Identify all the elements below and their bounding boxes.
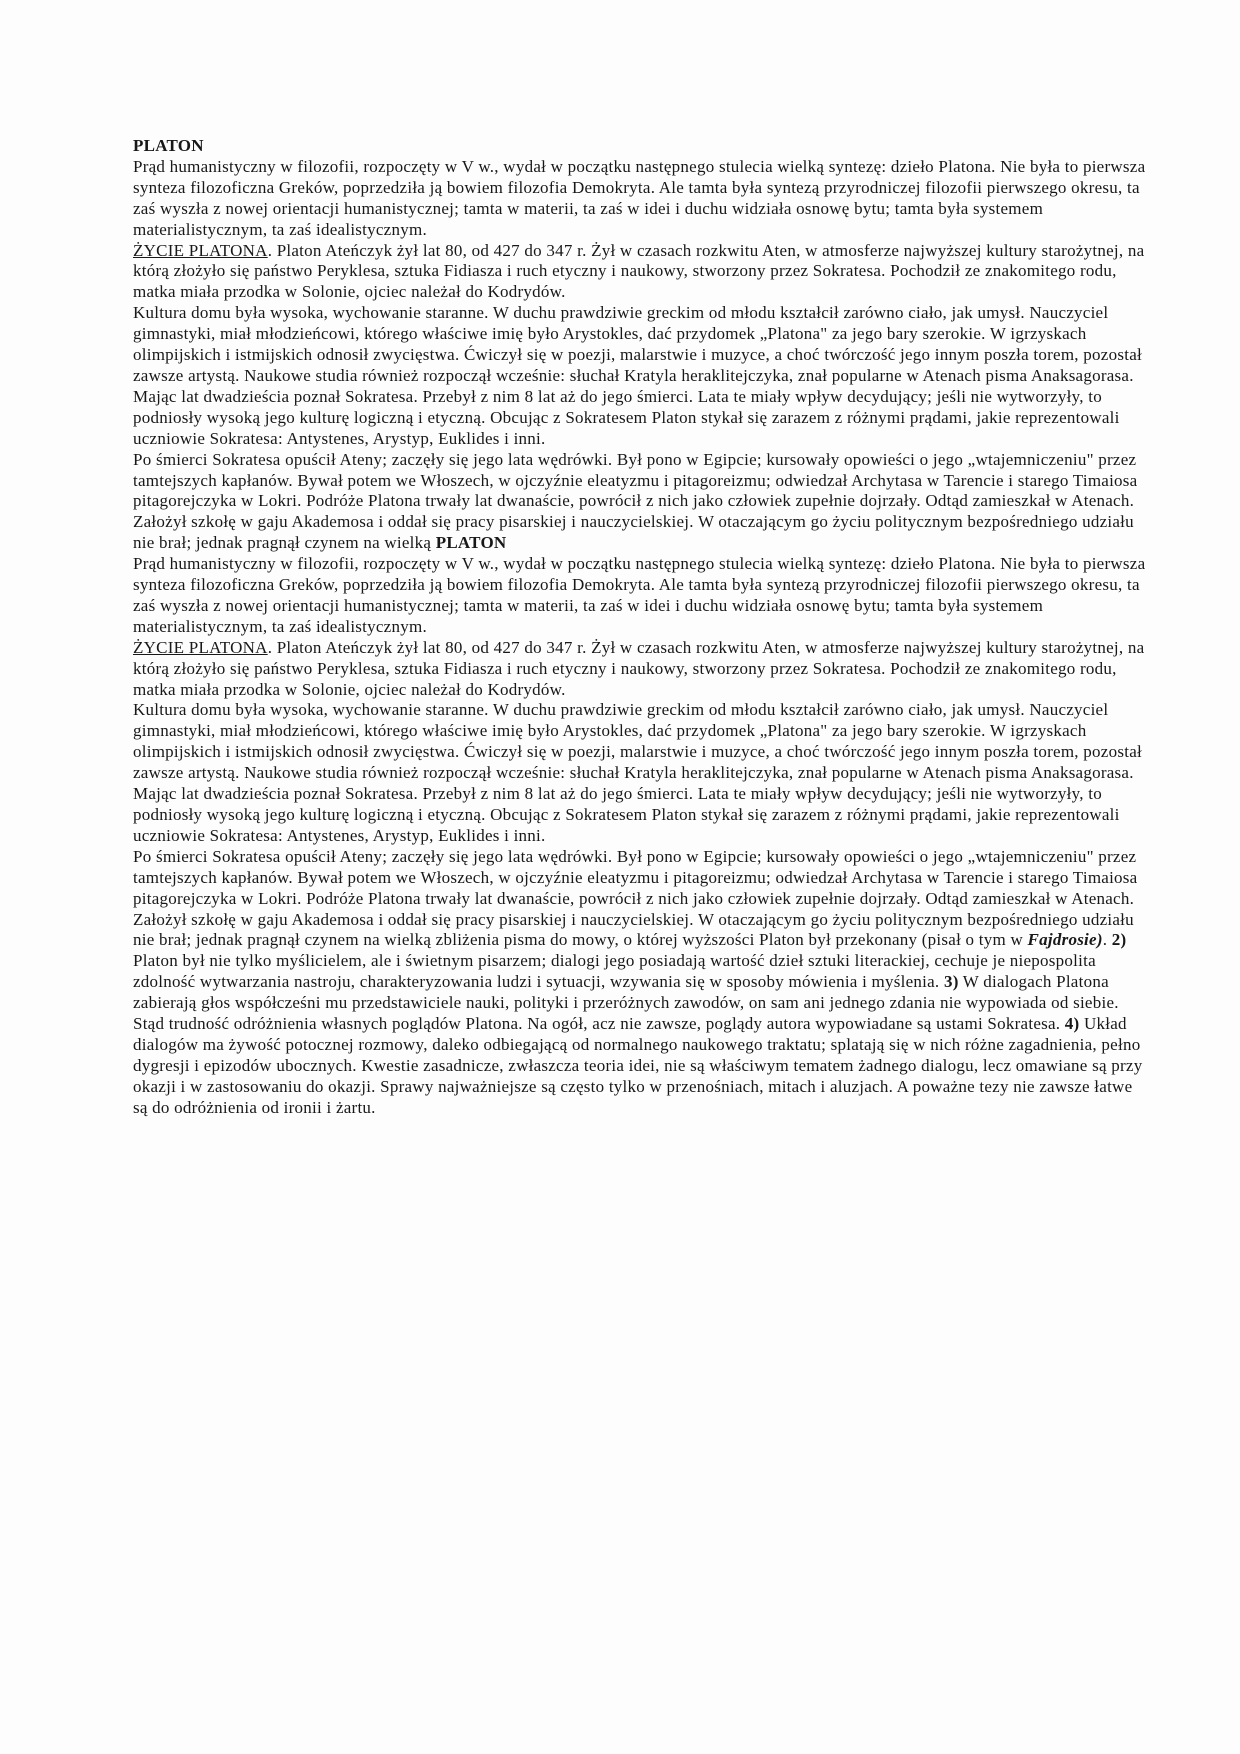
text-run: 4)	[1064, 1014, 1080, 1034]
text-run: 2)	[1111, 930, 1127, 950]
paragraph-intro-1	[133, 157, 1147, 241]
paragraph-zycie-platona-1	[133, 241, 1147, 304]
text-run: Kultura domu była wysoka, wychowanie staranne. W duchu prawdziwie greckim od młodu kształcił zarówno ciało, jak umysł. Nauczyciel gimnastyki, miał młodzieńcowi, którego właściwe imię było Arystokles, dać przydomek „Platona" za jego bary szerokie. W igrzyskach olimpijskich i istmijskich odnosił zwycięstwa. Ćwiczył się w poezji, malarstwie i muzyce, a choć twórczość jego innym poszła torem, pozostał zawsze artystą. Naukowe studia również rozpoczął wcześnie: słuchał Kratyla heraklitejczyka, znał popularne w Atenach pisma Anaksagorasa. Mając lat dwadzieścia poznał Sokratesa. Przebył z nim 8 lat aż do jego śmierci. Lata te miały wpływ decydujący; jeśli nie wytworzyły, to podniosły wysoką jego kulturę logiczną i etyczną. Obcując z Sokratesem Platon stykał się zarazem z różnymi prądami, jakie reprezentowali uczniowie Sokratesa: Antystenes, Arystyp, Euklides i inni.	[133, 700, 1142, 845]
paragraph-wedrowki-2	[133, 847, 1147, 1119]
paragraph-kultura-domu-2	[133, 700, 1147, 846]
text-run: ŻYCIE PLATONA	[133, 240, 268, 260]
text-run: 3)	[943, 972, 959, 992]
paragraph-wedrowki-1	[133, 450, 1147, 555]
text-run: . Platon Ateńczyk żył lat 80, od 427 do 347 r. Żył w czasach rozkwitu Aten, w atmosferze najwyższej kultury starożytnej, na którą złożyło się państwo Peryklesa, sztuka Fidiasza i ruch etyczny i naukowy, stworzony przez Sokratesa. Pochodził ze znakomitego rodu, matka miała przodka w Solonie, ojciec należał do Kodrydów.	[133, 240, 1145, 302]
text-run: Układ dialogów ma żywość potocznej rozmowy, daleko odbiegającą od normalnego naukowego traktatu; splatają się w nich różne zagadnienia, pełno dygresji i epizodów ubocznych. Kwestie zasadnicze, zwłaszcza teoria idei, nie są właściwym tematem żadnego dialogu, lecz omawiane są przy okazji i w zastosowaniu do okazji. Sprawy najważniejsze są często tylko w przenośniach, mitach i aluzjach. A poważne tezy nie zawsze łatwe są do odróżnienia od ironii i żartu.	[133, 1014, 1143, 1117]
paragraph-intro-2	[133, 554, 1147, 638]
text-block	[133, 136, 1147, 1119]
text-run: . Platon Ateńczyk żył lat 80, od 427 do 347 r. Żył w czasach rozkwitu Aten, w atmosferze najwyższej kultury starożytnej, na którą złożyło się państwo Peryklesa, sztuka Fidiasza i ruch etyczny i naukowy, stworzony przez Sokratesa. Pochodził ze znakomitego rodu, matka miała przodka w Solonie, ojciec należał do Kodrydów.	[133, 637, 1145, 699]
text-run: Prąd humanistyczny w filozofii, rozpoczęty w V w., wydał w początku następnego stulecia wielką syntezę: dzieło Platona. Nie była to pierwsza synteza filozoficzna Greków, poprzedziła ją bowiem filozofia Demokryta. Ale tamta była syntezą przyrodniczej filozofii pierwszego okresu, ta zaś wyszła z nowej orientacji humanistycznej; tamta w materii, ta zaś w idei i duchu widziała osnowę bytu; tamta była systemem materialistycznym, ta zaś idealistycznym.	[133, 554, 1146, 636]
text-run: PLATON	[435, 533, 507, 553]
text-run: PLATON	[133, 136, 204, 155]
text-run: Prąd humanistyczny w filozofii, rozpoczęty w V w., wydał w początku następnego stulecia wielką syntezę: dzieło Platona. Nie była to pierwsza synteza filozoficzna Greków, poprzedziła ją bowiem filozofia Demokryta. Ale tamta była syntezą przyrodniczej filozofii pierwszego okresu, ta zaś wyszła z nowej orientacji humanistycznej; tamta w materii, ta zaś w idei i duchu widziała osnowę bytu; tamta była systemem materialistycznym, ta zaś idealistycznym.	[133, 156, 1146, 239]
text-run: Fajdrosie)	[1027, 930, 1103, 950]
paragraph-kultura-domu-1	[133, 303, 1147, 449]
text-run: Po śmierci Sokratesa opuścił Ateny; zaczęły się jego lata wędrówki. Był pono w Egipcie; kursowały opowieści o jego „wtajemniczeniu" przez tamtejszych kapłanów. Bywał potem we Włoszech, w ojczyźnie eleatyzmu i pitagoreizmu; odwiedzał Archytasa w Tarencie i starego Timaiosa pitagorejczyka w Lokri. Podróże Platona trwały lat dwanaście, powrócił z nich jako człowiek zupełnie dojrzały. Odtąd zamieszkał w Atenach. Założył szkołę w gaju Akademosa i oddał się pracy pisarskiej i nauczycielskiej. W otaczającym go życiu politycznym bezpośredniego udziału nie brał; jednak pragnął czynem na wielką zbliżenia pisma do mowy, o której wyższości Platon był przekonany (pisał o tym w	[133, 846, 1138, 950]
text-run: ŻYCIE PLATONA	[133, 637, 268, 657]
text-run: Platon był nie tylko myślicielem, ale i świetnym pisarzem; dialogi jego posiadają wartość dzieł sztuki literackiej, cechuje je niepospolita zdolność wytwarzania nastroju, charakteryzowania ludzi i sytuacji, wzywania się w sposoby mówienia i myślenia.	[133, 951, 1096, 992]
document-title	[133, 136, 1147, 157]
text-run: Po śmierci Sokratesa opuścił Ateny; zaczęły się jego lata wędrówki. Był pono w Egipcie; kursowały opowieści o jego „wtajemniczeniu" przez tamtejszych kapłanów. Bywał potem we Włoszech, w ojczyźnie eleatyzmu i pitagoreizmu; odwiedzał Archytasa w Tarencie i starego Timaiosa pitagorejczyka w Lokri. Podróże Platona trwały lat dwanaście, powrócił z nich jako człowiek zupełnie dojrzały. Odtąd zamieszkał w Atenach. Założył szkołę w gaju Akademosa i oddał się pracy pisarskiej i nauczycielskiej. W otaczającym go życiu politycznym bezpośredniego udziału nie brał; jednak pragnął czynem na wielką	[133, 449, 1138, 553]
paragraph-zycie-platona-2	[133, 638, 1147, 701]
text-run: Kultura domu była wysoka, wychowanie staranne. W duchu prawdziwie greckim od młodu kształcił zarówno ciało, jak umysł. Nauczyciel gimnastyki, miał młodzieńcowi, którego właściwe imię było Arystokles, dać przydomek „Platona" za jego bary szerokie. W igrzyskach olimpijskich i istmijskich odnosił zwycięstwa. Ćwiczył się w poezji, malarstwie i muzyce, a choć twórczość jego innym poszła torem, pozostał zawsze artystą. Naukowe studia również rozpoczął wcześnie: słuchał Kratyla heraklitejczyka, znał popularne w Atenach pisma Anaksagorasa. Mając lat dwadzieścia poznał Sokratesa. Przebył z nim 8 lat aż do jego śmierci. Lata te miały wpływ decydujący; jeśli nie wytworzyły, to podniosły wysoką jego kulturę logiczną i etyczną. Obcując z Sokratesem Platon stykał się zarazem z różnymi prądami, jakie reprezentowali uczniowie Sokratesa: Antystenes, Arystyp, Euklides i inni.	[133, 303, 1142, 448]
text-run: W dialogach Platona zabierają głos współcześni mu przedstawiciele nauki, polityki i przeróżnych zawodów, on sam ani jednego zdania nie wypowiada od siebie. Stąd trudność odróżnienia własnych poglądów Platona. Na ogół, acz nie zawsze, poglądy autora wypowiadane są ustami Sokratesa.	[133, 972, 1119, 1034]
text-run: .	[1102, 930, 1112, 950]
